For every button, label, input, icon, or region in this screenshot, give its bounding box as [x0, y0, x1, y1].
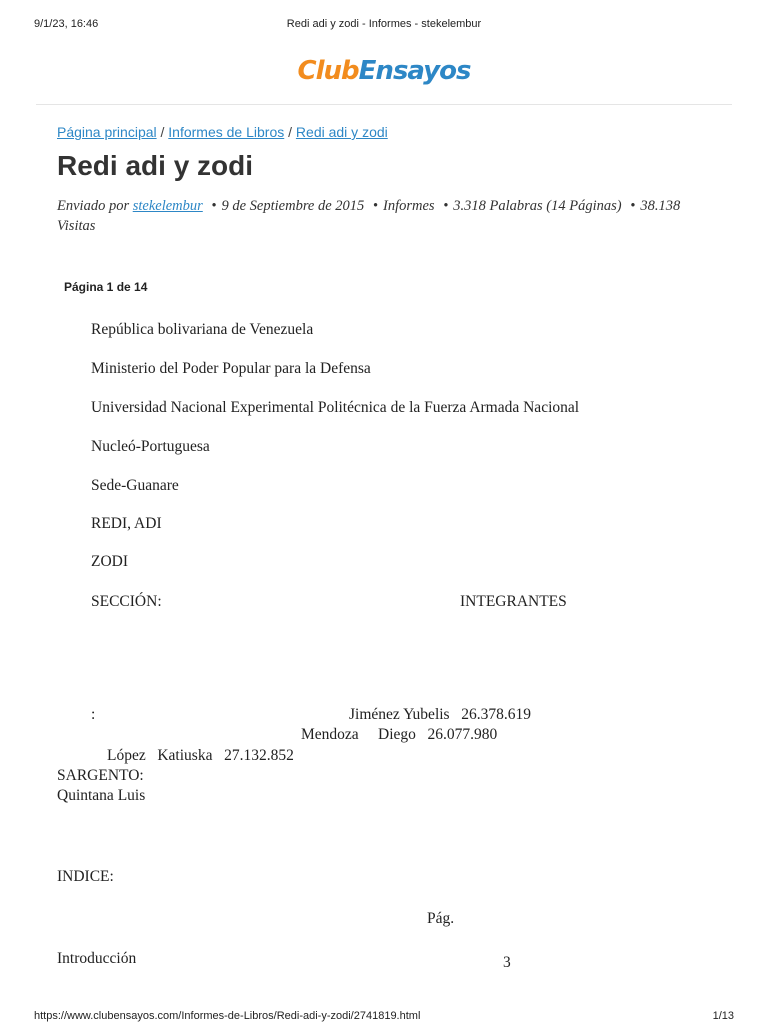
main-content: [57, 124, 711, 236]
members-label: INTEGRANTES: [460, 593, 567, 610]
section-label: SECCIÓN:: [91, 593, 162, 610]
doc-line: Nucleó-Portuguesa: [91, 438, 210, 455]
meta-author-link[interactable]: stekelembur: [132, 198, 203, 214]
site-logo[interactable]: [36, 56, 732, 86]
index-heading: INDICE:: [57, 868, 114, 885]
doc-line: Ministerio del Poder Popular para la Defensa: [91, 360, 371, 377]
doc-line: Universidad Nacional Experimental Politécnica de la Fuerza Armada Nacional: [91, 399, 580, 416]
index-entry-page: 3: [503, 954, 511, 971]
meta-date: 9 de Septiembre de 2015: [221, 198, 365, 214]
meta-bullet: •: [443, 198, 449, 214]
doc-colon: :: [91, 706, 96, 723]
meta-bullet: •: [211, 198, 217, 214]
member-entry: Jiménez Yubelis 26.378.619: [349, 706, 531, 723]
breadcrumb-separator: /: [156, 124, 169, 140]
print-title: Redi adi y zodi - Informes - stekelembur: [286, 18, 482, 30]
member-entry: Mendoza Diego 26.077.980: [301, 726, 498, 743]
meta-sent-by: Enviado por: [57, 198, 133, 214]
print-page-number: 1/13: [712, 1010, 734, 1022]
page-title: Redi adi y zodi: [57, 150, 254, 181]
meta-visits: 38.138 Visitas: [57, 198, 681, 234]
sergeant-label: SARGENTO:: [57, 767, 144, 784]
doc-line: REDI, ADI: [91, 515, 162, 532]
breadcrumb: [57, 124, 711, 140]
index-page-header: Pág.: [427, 910, 455, 927]
index-entry: Introducción: [57, 950, 137, 967]
breadcrumb-current-link[interactable]: Redi adi y zodi: [295, 124, 388, 140]
meta-bullet: •: [372, 198, 378, 214]
logo-ensayos: Ensayos: [358, 56, 471, 86]
member-entry: López Katiuska 27.132.852: [107, 747, 294, 764]
sergeant-name: Quintana Luis: [57, 787, 146, 804]
breadcrumb-category-link[interactable]: Informes de Libros: [168, 124, 285, 140]
breadcrumb-separator: /: [284, 124, 296, 140]
doc-line: Sede-Guanare: [91, 477, 179, 494]
meta-words: 3.318 Palabras (14 Páginas): [453, 198, 622, 214]
logo-club: Club: [297, 56, 359, 86]
doc-line: República bolivariana de Venezuela: [91, 321, 314, 338]
meta-bullet: •: [630, 198, 636, 214]
print-url: https://www.clubensayos.com/Informes-de-Libros/Redi-adi-y-zodi/2741819.html: [34, 1010, 421, 1022]
breadcrumb-home-link[interactable]: Página principal: [57, 124, 157, 140]
doc-line: ZODI: [91, 553, 129, 570]
page-counter: Página 1 de 14: [64, 280, 148, 294]
site-header: [36, 40, 732, 105]
meta-type: Informes: [383, 198, 435, 214]
document-meta: [57, 196, 711, 236]
print-date: 9/1/23, 16:46: [34, 18, 99, 30]
